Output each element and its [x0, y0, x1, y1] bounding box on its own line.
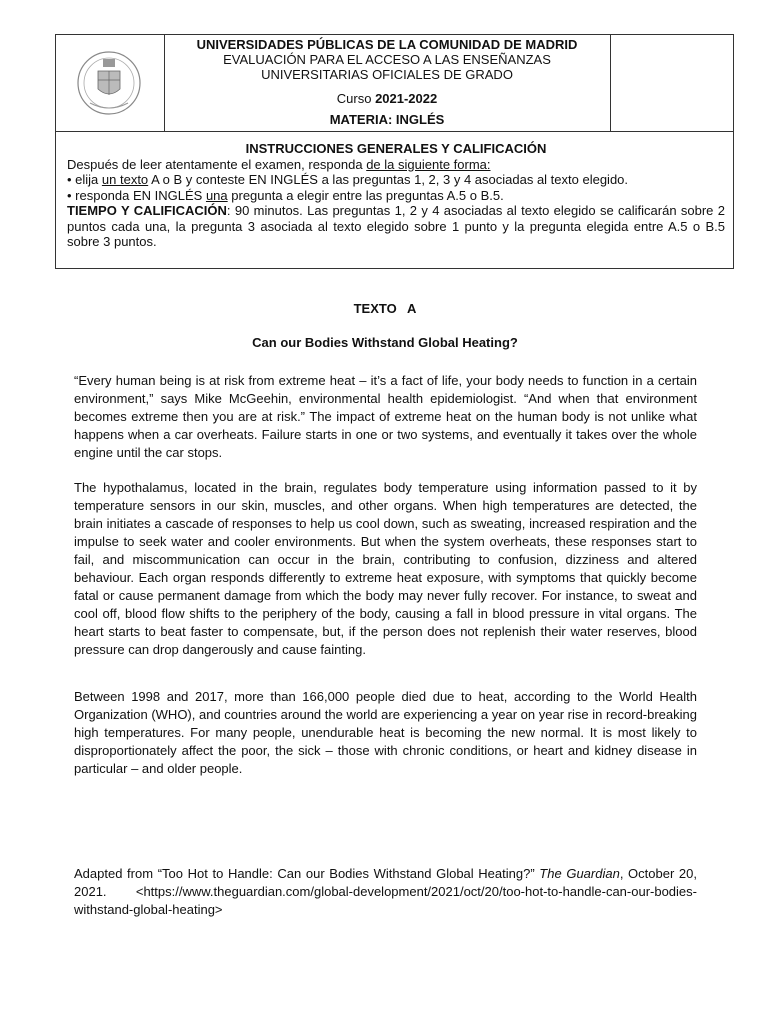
source-url: , October 20, 2021. <https://www.theguardian.com/global-development/2021/oct/20/too-hot-to-handle-can-our-bodies-withstand-global-heating>: [74, 866, 697, 917]
instructions-intro: [67, 157, 725, 173]
paragraph-1: “Every human being is at risk from extreme heat – it’s a fact of life, your body needs to function in a certain environment,” says Mike McGeehin, environmental health epidemiologist. “And when that environment becomes extreme then you are at risk.” The impact of extreme heat on the human body is not unlike what happens when a car overheats. Failure starts in one or two systems, and eventually it takes over the whole engine until the car stops.: [74, 373, 697, 460]
exam-title-line-2: UNIVERSITARIAS OFICIALES DE GRADO: [261, 67, 513, 82]
university-seal-icon: [76, 45, 142, 121]
bullet-2-c: pregunta a elegir entre las preguntas A.5 o B.5.: [227, 187, 504, 203]
time-and-grading: [67, 203, 725, 250]
paragraph-3: Between 1998 and 2017, more than 166,000 people died due to heat, according to the World Health Organization (WHO), and countries around the world are experiencing a year on year rise in record-breaking high temperatures. For many people, unendurable heat is becoming the new normal. It is most likely to disproportionately affect the poor, the sick – those with chronic conditions, or heart and kidney disease in particular – and older people.: [74, 689, 697, 776]
article-title: Can our Bodies Withstand Global Heating?: [252, 335, 518, 350]
blank-cell: [610, 35, 733, 131]
intro-underlined: de la siguiente forma:: [366, 156, 491, 172]
bullet-1-a: • elija: [67, 172, 102, 187]
header-row: [56, 35, 733, 132]
exam-title-line-1: EVALUACIÓN PARA EL ACCESO A LAS ENSEÑANZAS: [223, 52, 551, 67]
instruction-bullet-2: [67, 188, 725, 204]
course-label: Curso: [336, 91, 376, 106]
bullet-2-a: • responda EN INGLÉS: [67, 187, 206, 203]
bullet-1-c: A o B y conteste EN INGLÉS a las preguntas 1, 2, 3 y 4 asociadas al texto elegido.: [148, 172, 629, 187]
source-text: Adapted from “Too Hot to Handle: Can our Bodies Withstand Global Heating?”: [74, 866, 540, 881]
subject: MATERIA: INGLÉS: [329, 112, 445, 127]
intro-text: Después de leer atentamente el examen, responda: [67, 156, 367, 172]
exam-header-table: [55, 34, 734, 269]
instruction-bullet-1: [67, 172, 725, 188]
header-title-cell: [164, 35, 610, 131]
logo-cell: [56, 35, 165, 131]
paragraph-2: The hypothalamus, located in the brain, regulates body temperature using information passed to it by temperature sensors in our skin, muscles, and other organs. When high temperatures are detected, the brain initiates a cascade of responses to help us cool down, such as sweating, increased respiration and the impulse to seek water and cooler environments. But when the system overheats, these responses start to fail, and miscommunication can occur in the brain, contributing to confusion, dizziness and altered behaviour. Each organ responds differently to extreme heat exposure, with symptoms that quickly become fatal or cause permanent damage from which the body may never fully recover. For instance, to sweat and cool off, blood flow shifts to the periphery of the body, causing a fall in blood pressure in vital organs. The heart starts to beat faster to compensate, but, if the person does not replenish their water reserves, blood pressure can drop dangerously and cause fainting.: [74, 480, 697, 657]
instructions: [67, 141, 725, 250]
university-name: UNIVERSIDADES PÚBLICAS DE LA COMUNIDAD DE MADRID: [196, 37, 578, 52]
instructions-title: INSTRUCCIONES GENERALES Y CALIFICACIÓN: [245, 141, 547, 156]
source-citation: [74, 865, 697, 919]
text-label: TEXTO A: [353, 301, 417, 316]
course-year: [164, 91, 610, 106]
time-text: : 90 minutos. Las preguntas 1, 2 y 4 asociadas al texto elegido se calificarán sobre 2 puntos cada una, la pregunta 3 asociada al texto elegido sobre 1 punto y la pregunta elegida entre A.5 o B.5 sobre 3 puntos.: [67, 203, 725, 249]
time-label: TIEMPO Y CALIFICACIÓN: [67, 203, 227, 218]
source-publication: The Guardian: [539, 866, 620, 881]
bullet-1-underlined: un texto: [101, 172, 149, 187]
bullet-2-underlined: una: [205, 187, 228, 203]
course-year-value: 2021-2022: [375, 91, 438, 106]
